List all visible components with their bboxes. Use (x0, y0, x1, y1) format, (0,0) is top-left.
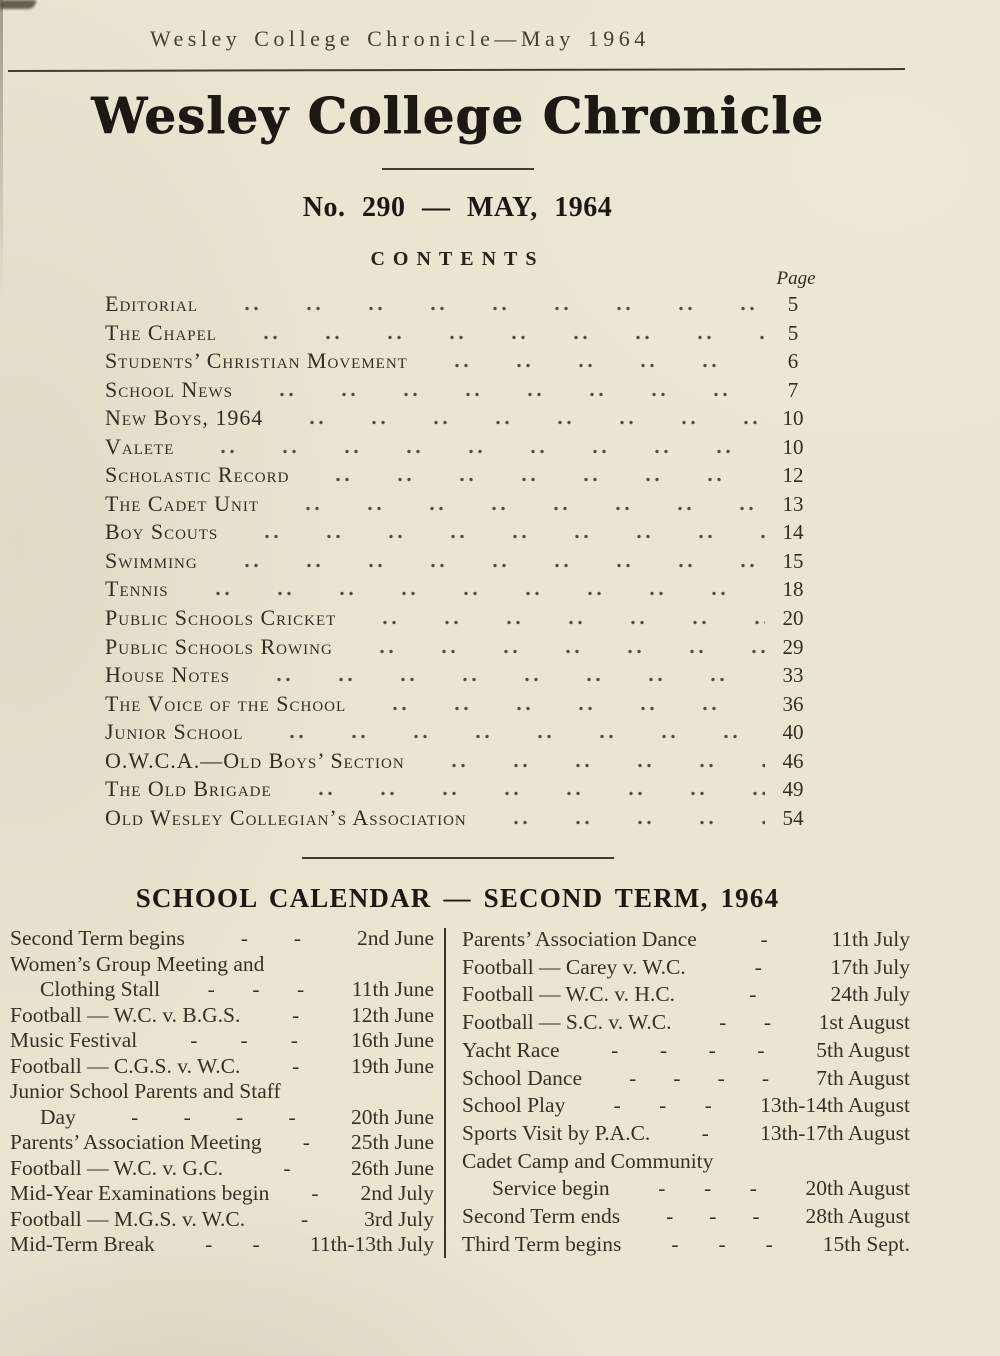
contents-row (105, 519, 817, 548)
leader-dash: - (704, 1093, 712, 1118)
dash-leader (650, 1120, 760, 1148)
contents-row (105, 548, 817, 577)
masthead-rule (382, 168, 534, 170)
calendar-date: 2nd June (356, 926, 434, 950)
calendar-row (462, 1065, 910, 1093)
contents-entry-title: Boy Scouts (105, 519, 219, 545)
leader-dash: - (290, 1028, 298, 1052)
contents-list (105, 291, 817, 833)
leader-dash: - (718, 1231, 726, 1256)
dash-leader (565, 1092, 760, 1120)
calendar-date: 13th-14th August (760, 1093, 910, 1118)
leader-dash: - (749, 1176, 757, 1201)
dash-leader (675, 981, 831, 1009)
calendar-date: 13th-17th August (760, 1120, 910, 1145)
leader-dash: - (708, 1037, 716, 1062)
calendar-row (462, 1009, 910, 1037)
calendar-date: 28th August (805, 1204, 910, 1229)
calendar-row (462, 1037, 910, 1065)
leader-dash: - (763, 1010, 771, 1035)
contents-row (105, 748, 817, 777)
dash-leader (560, 1037, 817, 1065)
leader-dash: - (207, 977, 215, 1001)
calendar-event: Clothing Stall (40, 977, 161, 1001)
calendar-row (462, 981, 910, 1009)
calendar-date: 20th August (805, 1176, 910, 1201)
leader-dash: - (292, 1053, 300, 1078)
contents-entry-title: Students’ Christian Movement (105, 348, 408, 374)
dot-leader (281, 410, 765, 425)
calendar-row (462, 1231, 910, 1259)
calendar-date: 16th June (350, 1028, 434, 1052)
calendar-row (462, 926, 910, 954)
contents-entry-title: Valete (105, 433, 175, 459)
running-header: Wesley College Chronicle—May 1964 (150, 26, 650, 51)
contents-entry-page: 5 (787, 292, 799, 316)
leader-dash: - (205, 1232, 213, 1256)
dot-leader (351, 639, 765, 654)
dash-leader (262, 1130, 351, 1156)
issue-number-line: No. 290 — MAY, 1964 (302, 192, 613, 223)
contents-entry-title: School News (105, 376, 233, 402)
leader-dash: - (666, 1204, 674, 1229)
contents-entry-title: Scholastic Record (105, 462, 290, 488)
contents-row (105, 805, 817, 834)
contents-entry-title: New Boys, 1964 (105, 405, 264, 431)
dot-leader (236, 524, 765, 539)
contents-entry-page: 20 (782, 606, 804, 631)
leader-dash: - (659, 1093, 667, 1118)
dash-leader (240, 1054, 351, 1080)
contents-row (105, 691, 817, 720)
calendar-event-wrap-line: Women’s Group Meeting and (10, 951, 265, 976)
calendar-date: 11th July (831, 927, 910, 951)
dash-leader (245, 1207, 364, 1233)
contents-entry-page: 10 (782, 434, 804, 459)
contents-entry-title: Tennis (105, 576, 169, 602)
calendar-date: 15th Sept. (822, 1231, 910, 1256)
contents-entry-title: The Chapel (105, 319, 217, 345)
leader-dash: - (709, 1204, 717, 1229)
calendar-event: Service begin (492, 1176, 610, 1201)
leader-dash: - (765, 1231, 773, 1256)
calendar-event: Football — Carey v. W.C. (462, 954, 686, 979)
contents-row (105, 291, 817, 320)
calendar-row (10, 1105, 434, 1131)
contents-entry-page: 12 (782, 463, 804, 488)
dot-leader (216, 296, 765, 311)
contents-entry-page: 10 (782, 406, 804, 431)
contents-row (105, 576, 817, 605)
calendar-date: 11th June (351, 977, 434, 1001)
dash-leader (155, 1232, 310, 1258)
contents-entry-page: 33 (782, 663, 804, 688)
leader-dash: - (757, 1037, 765, 1062)
calendar-row (462, 1120, 910, 1148)
leader-dash: - (717, 1065, 725, 1090)
dash-leader (697, 926, 832, 954)
contents-entry-page: 13 (782, 491, 804, 516)
leader-dash: - (240, 1028, 248, 1052)
leader-dash: - (252, 1232, 260, 1256)
contents-entry-page: 14 (782, 520, 804, 545)
calendar-left-column (10, 926, 444, 1260)
calendar-date: 24th July (830, 982, 910, 1007)
contents-entry-page: 54 (782, 805, 804, 830)
contents-entry-page: 6 (787, 349, 799, 374)
contents-row (105, 377, 817, 406)
section-divider (302, 857, 614, 859)
dot-leader (261, 724, 765, 739)
page-column-label: Page (776, 268, 816, 289)
calendar-event: Third Term begins (462, 1231, 622, 1256)
calendar-event: Football — W.C. v. G.C. (10, 1155, 224, 1180)
leader-dash: - (301, 1206, 309, 1231)
contents-row (105, 634, 817, 663)
leader-dash: - (613, 1093, 621, 1118)
leader-dash: - (283, 1155, 291, 1180)
calendar-event: Football — C.G.S. v. W.C. (10, 1053, 241, 1078)
contents-entry-title: Public Schools Cricket (105, 605, 337, 631)
leader-dash: - (701, 1120, 709, 1145)
contents-row (105, 320, 817, 349)
calendar-date: 12th June (350, 1002, 434, 1027)
contents-entry-title: Public Schools Rowing (105, 633, 333, 659)
contents-entry-title: Old Wesley Collegian’s Association (105, 804, 467, 830)
calendar-row (10, 1156, 434, 1182)
contents-entry-page: 36 (782, 691, 804, 716)
leader-dash: - (236, 1104, 244, 1129)
contents-entry-page: 5 (787, 320, 799, 345)
calendar-event: Football — W.C. v. H.C. (462, 982, 676, 1007)
masthead-title: Wesley College Chronicle (91, 86, 824, 145)
leader-dash: - (629, 1065, 637, 1090)
leader-dash: - (752, 1204, 760, 1229)
leader-dash: - (658, 1176, 666, 1201)
leader-dash: - (190, 1028, 198, 1052)
calendar-date: 2nd July (360, 1181, 434, 1205)
calendar-row (10, 1054, 434, 1080)
calendar-row (10, 1232, 434, 1258)
calendar-row (10, 1181, 434, 1207)
calendar-heading: SCHOOL CALENDAR — SECOND TERM, 1964 (135, 883, 780, 913)
calendar-event: School Play (462, 1093, 566, 1118)
contents-row (105, 462, 817, 491)
contents-entry-page: 15 (782, 548, 804, 573)
dot-leader (235, 325, 765, 340)
calendar-date: 25th June (350, 1130, 434, 1154)
contents-entry-page: 46 (782, 748, 804, 773)
dot-leader (187, 581, 765, 596)
leader-dash: - (302, 1130, 310, 1154)
leader-dash: - (671, 1231, 679, 1256)
dash-leader (137, 1028, 351, 1054)
dash-leader (223, 1156, 351, 1182)
calendar-date: 20th June (350, 1104, 434, 1129)
dot-leader (290, 781, 765, 796)
calendar-event: Music Festival (10, 1028, 138, 1052)
calendar-event: Second Term begins (10, 926, 185, 950)
calendar-event: School Dance (462, 1065, 583, 1090)
leader-dash: - (288, 1104, 296, 1129)
contents-row (105, 605, 817, 634)
calendar-date: 19th June (350, 1053, 434, 1078)
contents-entry-title: O.W.C.A.—Old Boys’ Section (105, 747, 405, 773)
contents-entry-title: The Old Brigade (105, 776, 272, 802)
contents-entry-title: Junior School (105, 719, 244, 745)
dash-leader (620, 1203, 805, 1231)
leader-dash: - (240, 926, 248, 950)
calendar-row (462, 1092, 910, 1120)
dot-leader (354, 610, 765, 625)
dash-leader (621, 1231, 822, 1259)
leader-dash: - (760, 927, 768, 951)
calendar-date: 1st August (818, 1010, 910, 1035)
dash-leader (686, 954, 831, 982)
dash-leader (240, 1003, 351, 1029)
leader-dash: - (749, 982, 757, 1007)
leader-dash: - (131, 1104, 139, 1129)
leader-dash: - (703, 1176, 712, 1201)
leader-dash: - (719, 1010, 727, 1035)
contents-entry-page: 40 (782, 720, 804, 745)
contents-entry-page: 7 (787, 377, 799, 402)
school-calendar (10, 926, 910, 1260)
contents-row (105, 776, 817, 805)
dash-leader (671, 1009, 818, 1037)
dot-leader (251, 382, 765, 397)
calendar-event: Second Term ends (462, 1204, 621, 1229)
calendar-event: Day (40, 1104, 76, 1129)
calendar-row (462, 954, 910, 982)
leader-dash: - (659, 1037, 668, 1062)
dot-leader (364, 696, 765, 711)
contents-row (105, 434, 817, 463)
calendar-event: Parents’ Association Dance (462, 927, 697, 951)
dash-leader (582, 1065, 816, 1093)
leader-dash: - (252, 977, 260, 1001)
calendar-event: Football — M.G.S. v. W.C. (10, 1206, 246, 1231)
contents-entry-title: Swimming (105, 547, 198, 573)
leader-dash: - (761, 1065, 770, 1090)
calendar-row (10, 926, 434, 952)
dot-leader (248, 667, 765, 682)
calendar-event: Mid-Term Break (10, 1232, 155, 1256)
dash-leader (185, 926, 357, 952)
calendar-row (10, 977, 434, 1003)
calendar-event-wrap-line: Cadet Camp and Community (462, 1148, 714, 1173)
dot-leader (277, 496, 765, 511)
calendar-event: Football — W.C. v. B.G.S. (10, 1002, 241, 1027)
dot-leader (192, 439, 765, 454)
calendar-event-wrap-line: Junior School Parents and Staff (10, 1079, 281, 1103)
calendar-date: 17th July (830, 954, 910, 979)
contents-entry-title: Editorial (105, 291, 198, 316)
contents-row (105, 405, 817, 434)
contents-heading: CONTENTS (370, 248, 545, 270)
calendar-date: 11th-13th July (309, 1232, 434, 1256)
dash-leader (610, 1175, 806, 1203)
contents-entry-page: 18 (782, 577, 804, 602)
contents-entry-title: The Cadet Unit (105, 490, 259, 516)
calendar-date: 7th August (816, 1065, 910, 1090)
leader-dash: - (292, 1002, 300, 1027)
contents-entry-title: The Voice of the School (105, 690, 347, 716)
leader-dash: - (611, 1037, 619, 1062)
dot-leader (423, 753, 765, 768)
dot-leader (307, 467, 765, 482)
calendar-row (462, 1175, 910, 1203)
dash-leader (160, 977, 352, 1003)
leader-dash: - (311, 1181, 319, 1205)
calendar-date: 5th August (816, 1037, 910, 1062)
calendar-event: Sports Visit by P.A.C. (462, 1120, 651, 1145)
dot-leader (216, 553, 765, 568)
calendar-row (10, 1207, 434, 1233)
dash-leader (269, 1181, 360, 1207)
leader-dash: - (673, 1065, 681, 1090)
contents-entry-title: House Notes (105, 662, 230, 688)
contents-entry-page: 29 (782, 634, 804, 659)
dot-leader (485, 810, 765, 825)
calendar-right-column (446, 926, 910, 1260)
calendar-row (10, 1130, 434, 1156)
calendar-event: Parents’ Association Meeting (10, 1130, 262, 1154)
calendar-row (462, 1203, 910, 1231)
calendar-date: 3rd July (364, 1206, 434, 1231)
leader-dash: - (297, 977, 305, 1001)
calendar-event: Yacht Race (462, 1037, 560, 1062)
calendar-row (10, 1003, 434, 1029)
calendar-event: Mid-Year Examinations begin (10, 1181, 270, 1205)
calendar-date: 26th June (350, 1155, 434, 1180)
leader-dash: - (293, 926, 302, 950)
dot-leader (426, 353, 765, 368)
calendar-event: Football — S.C. v. W.C. (462, 1010, 672, 1035)
contents-row (105, 348, 817, 377)
contents-row (105, 662, 817, 691)
contents-row (105, 491, 817, 520)
calendar-row (10, 1028, 434, 1054)
contents-entry-page: 49 (782, 777, 804, 802)
contents-row (105, 719, 817, 748)
leader-dash: - (183, 1104, 191, 1129)
dash-leader (76, 1105, 351, 1131)
leader-dash: - (754, 954, 762, 979)
